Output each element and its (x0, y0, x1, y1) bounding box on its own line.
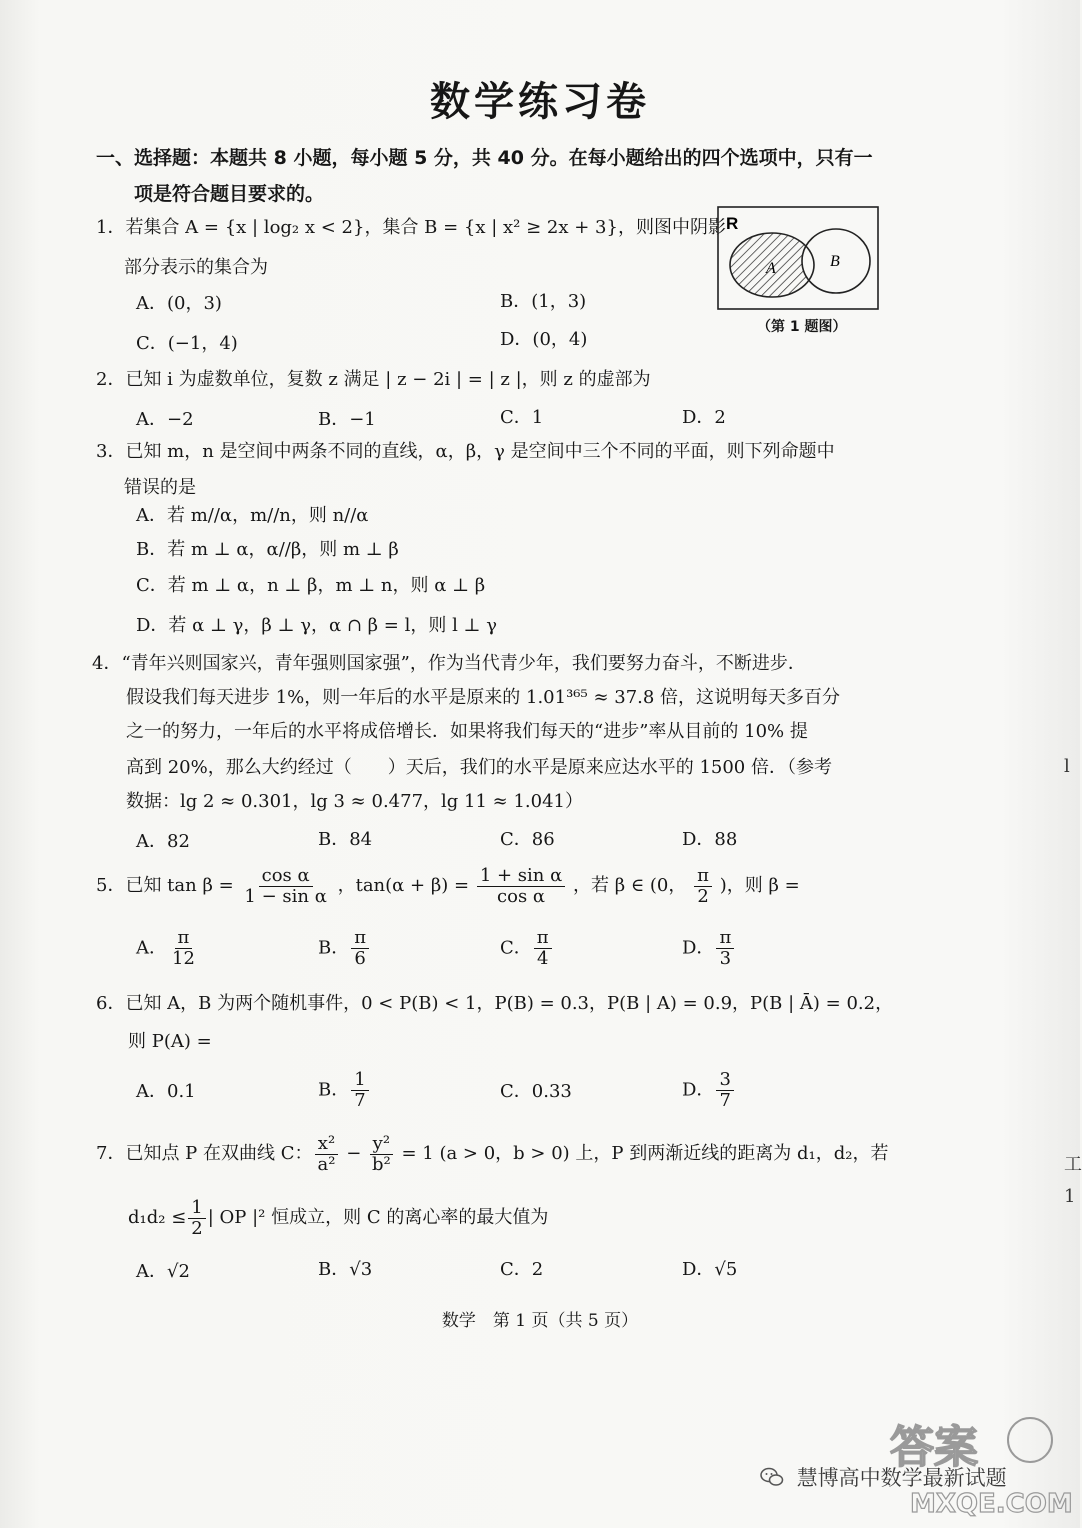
q7-line2-fraction (188, 1198, 205, 1239)
q5-option-a-fraction (169, 928, 198, 969)
q5-fraction-1 (241, 866, 329, 907)
q7-option-b: B．√3 (318, 1259, 373, 1280)
q6-option-d-num: 3 (716, 1070, 733, 1091)
q3-option-c: C．若 m ⊥ α，n ⊥ β，m ⊥ n，则 α ⊥ β (136, 575, 486, 596)
q5-cond-denominator: 2 (697, 885, 709, 907)
q5-cond-prefix: ，若 β ∈ (0， (573, 875, 687, 896)
q5-option-c (500, 928, 554, 969)
q1-option-b: B．(1，3) (500, 291, 587, 312)
q5-prefix: 5．已知 tan β = (96, 875, 234, 896)
edge-mark-1: l (1064, 756, 1070, 777)
q7-line2-num: 1 (188, 1198, 205, 1219)
section-heading-line1: 一、选择题：本题共 8 小题，每小题 5 分，共 40 分。在每小题给出的四个选项中，只有一 (96, 147, 873, 169)
q5-option-d (682, 928, 736, 969)
venn-label-a: A (766, 260, 776, 277)
q6-option-d (682, 1070, 736, 1111)
q4-option-a: A．82 (136, 831, 190, 852)
q5-option-a-num: π (175, 928, 193, 949)
q6-option-b-fraction (351, 1070, 368, 1111)
page-footer: 数学 第 1 页（共 5 页） (441, 1311, 639, 1331)
venn-label-r: R (726, 214, 739, 233)
q7-option-a: A．√2 (136, 1261, 190, 1282)
q6-option-b-den: 7 (354, 1090, 366, 1111)
q5-f2-denominator: cos α (497, 885, 546, 907)
q5-stem (96, 864, 800, 908)
q7-option-c: C．2 (500, 1259, 544, 1280)
q4-option-b: B．84 (318, 829, 373, 850)
q4-stem-line5: 数据：lg 2 ≈ 0.301，lg 3 ≈ 0.477，lg 11 ≈ 1.041） (126, 791, 583, 812)
q3-stem-line2: 错误的是 (124, 477, 196, 498)
watermark-site: MXQE.COM (910, 1489, 1073, 1519)
q5-option-b-fraction (351, 928, 369, 969)
venn-diagram (716, 205, 880, 311)
q7-f2-numerator: y² (370, 1134, 393, 1155)
q7-f1-denominator: a² (317, 1153, 336, 1175)
q6-option-c: C．0.33 (500, 1081, 572, 1102)
q6-stem-line2: 则 P(A) = (128, 1031, 212, 1052)
q5-option-d-num: π (716, 928, 734, 949)
q4-option-c: C．86 (500, 829, 555, 850)
q5-option-c-den: 4 (536, 948, 549, 969)
section-heading (96, 140, 896, 212)
q7-f2-denominator: b² (372, 1153, 391, 1175)
q5-mid: ，tan(α + β) = (337, 875, 470, 896)
q2-option-c: C．1 (500, 407, 544, 428)
q5-suffix: )，则 β = (719, 875, 800, 896)
q5-option-a-den: 12 (172, 948, 195, 969)
edge-mark-3: 1 (1064, 1186, 1076, 1207)
q6-option-a: A．0.1 (136, 1081, 196, 1102)
q7-fraction-2 (369, 1134, 394, 1175)
q3-option-d: D．若 α ⊥ γ，β ⊥ γ，α ∩ β = l，则 l ⊥ γ (136, 615, 497, 636)
page-title: 数学练习卷 (430, 79, 650, 125)
svg-text:答案: 答案 (890, 1422, 978, 1473)
q5-option-b-den: 6 (354, 948, 366, 969)
edge-mark-2: 工 (1064, 1154, 1082, 1175)
q5-option-c-fraction (534, 928, 552, 969)
q5-option-b (318, 928, 371, 969)
q2-option-d: D．2 (682, 407, 726, 428)
q5-fraction-2 (477, 866, 565, 907)
q7-option-d: D．√5 (682, 1259, 738, 1280)
q5-option-a (136, 928, 200, 969)
watermark-text: 慧博高中数学最新试题 (796, 1466, 1007, 1490)
q3-stem-line1: 3．已知 m，n 是空间中两条不同的直线，α，β，γ 是空间中三个不同的平面，则下列命题中 (96, 441, 835, 462)
q5-cond-fraction (694, 866, 712, 907)
wechat-icon (760, 1467, 784, 1492)
q5-option-d-den: 3 (719, 948, 732, 969)
q7-stem-line2 (128, 1196, 548, 1240)
q6-option-b-label: B． (318, 1079, 350, 1101)
q1-stem-line1: 1．若集合 A = {x | log₂ x < 2}，集合 B = {x | x² ≥ 2x + 3}，则图中阴影 (96, 217, 726, 238)
q2-stem: 2．已知 i 为虚数单位，复数 z 满足 | z − 2i | = | z |，则 z 的虚部为 (96, 369, 651, 390)
q2-option-a: A．−2 (136, 409, 194, 430)
q7-line2-den: 2 (191, 1217, 203, 1239)
q4-stem-line2: 假设我们每天进步 1%，则一年后的水平是原来的 1.01³⁶⁵ ≈ 37.8 倍，这说明每天多百分 (126, 687, 841, 708)
q7-stem-line1 (96, 1132, 888, 1176)
q5-f2-numerator: 1 + sin α (477, 866, 565, 887)
q3-option-a: A．若 m//α，m//n，则 n//α (136, 505, 369, 526)
q5-option-c-num: π (534, 928, 552, 949)
q7-line2-suffix: | OP |² 恒成立，则 C 的离心率的最大值为 (207, 1207, 549, 1228)
q5-option-b-num: π (351, 928, 369, 949)
q7-fraction-1 (315, 1134, 339, 1175)
q5-cond-numerator: π (694, 866, 712, 887)
q5-option-d-label: D． (682, 937, 715, 959)
q6-option-b (318, 1070, 371, 1111)
q4-stem-line1: 4．“青年兴则国家兴，青年强则国家强”，作为当代青少年，我们要努力奋斗，不断进步． (92, 653, 806, 674)
q3-option-b: B．若 m ⊥ α，α//β，则 m ⊥ β (136, 539, 399, 560)
q7-suffix: = 1 (a > 0，b > 0) 上，P 到两渐近线的距离为 d₁，d₂，若 (395, 1143, 889, 1164)
q1-option-d: D．(0，4) (500, 329, 588, 350)
q4-stem-line3: 之一的努力，一年后的水平将成倍增长．如果将我们每天的“进步”率从目前的 10% 提 (126, 721, 808, 742)
q7-f1-numerator: x² (315, 1134, 338, 1155)
q2-option-b: B．−1 (318, 409, 376, 430)
q6-option-d-fraction (716, 1070, 733, 1111)
q6-option-d-label: D． (682, 1079, 715, 1101)
q5-option-c-label: C． (500, 937, 532, 959)
q6-option-d-den: 7 (719, 1090, 731, 1111)
q1-stem-line2: 部分表示的集合为 (124, 257, 268, 278)
q1-option-a: A．(0，3) (136, 293, 222, 314)
q7-minus: − (340, 1143, 367, 1164)
q5-f1-numerator: cos α (259, 866, 313, 887)
q4-stem-line4: 高到 20%，那么大约经过（ ）天后，我们的水平是原来应达水平的 1500 倍．（参考 (126, 757, 832, 778)
q6-option-b-num: 1 (351, 1070, 368, 1091)
q7-prefix: 7．已知点 P 在双曲线 C： (96, 1143, 313, 1164)
q5-option-b-label: B． (318, 937, 350, 959)
watermark (760, 1462, 1060, 1492)
q5-option-a-label: A． (136, 937, 167, 959)
watermark-logo (880, 1400, 1073, 1520)
q1-option-c: C．(−1，4) (136, 333, 238, 354)
q5-option-d-fraction (716, 928, 734, 969)
section-heading-line2: 项是符合题目要求的。 (134, 183, 325, 205)
q6-stem-line1: 6．已知 A，B 为两个随机事件，0 < P(B) < 1，P(B) = 0.3，P(B | A) = 0.9，P(B | Ā) = 0.2， (96, 993, 894, 1014)
q5-f1-denominator: 1 − sin α (244, 885, 327, 907)
figure1-caption: （第 1 题图） (757, 319, 847, 335)
venn-label-b: B (830, 253, 840, 270)
q4-option-d: D．88 (682, 829, 738, 850)
q7-line2-prefix: d₁d₂ ≤ (128, 1207, 187, 1228)
